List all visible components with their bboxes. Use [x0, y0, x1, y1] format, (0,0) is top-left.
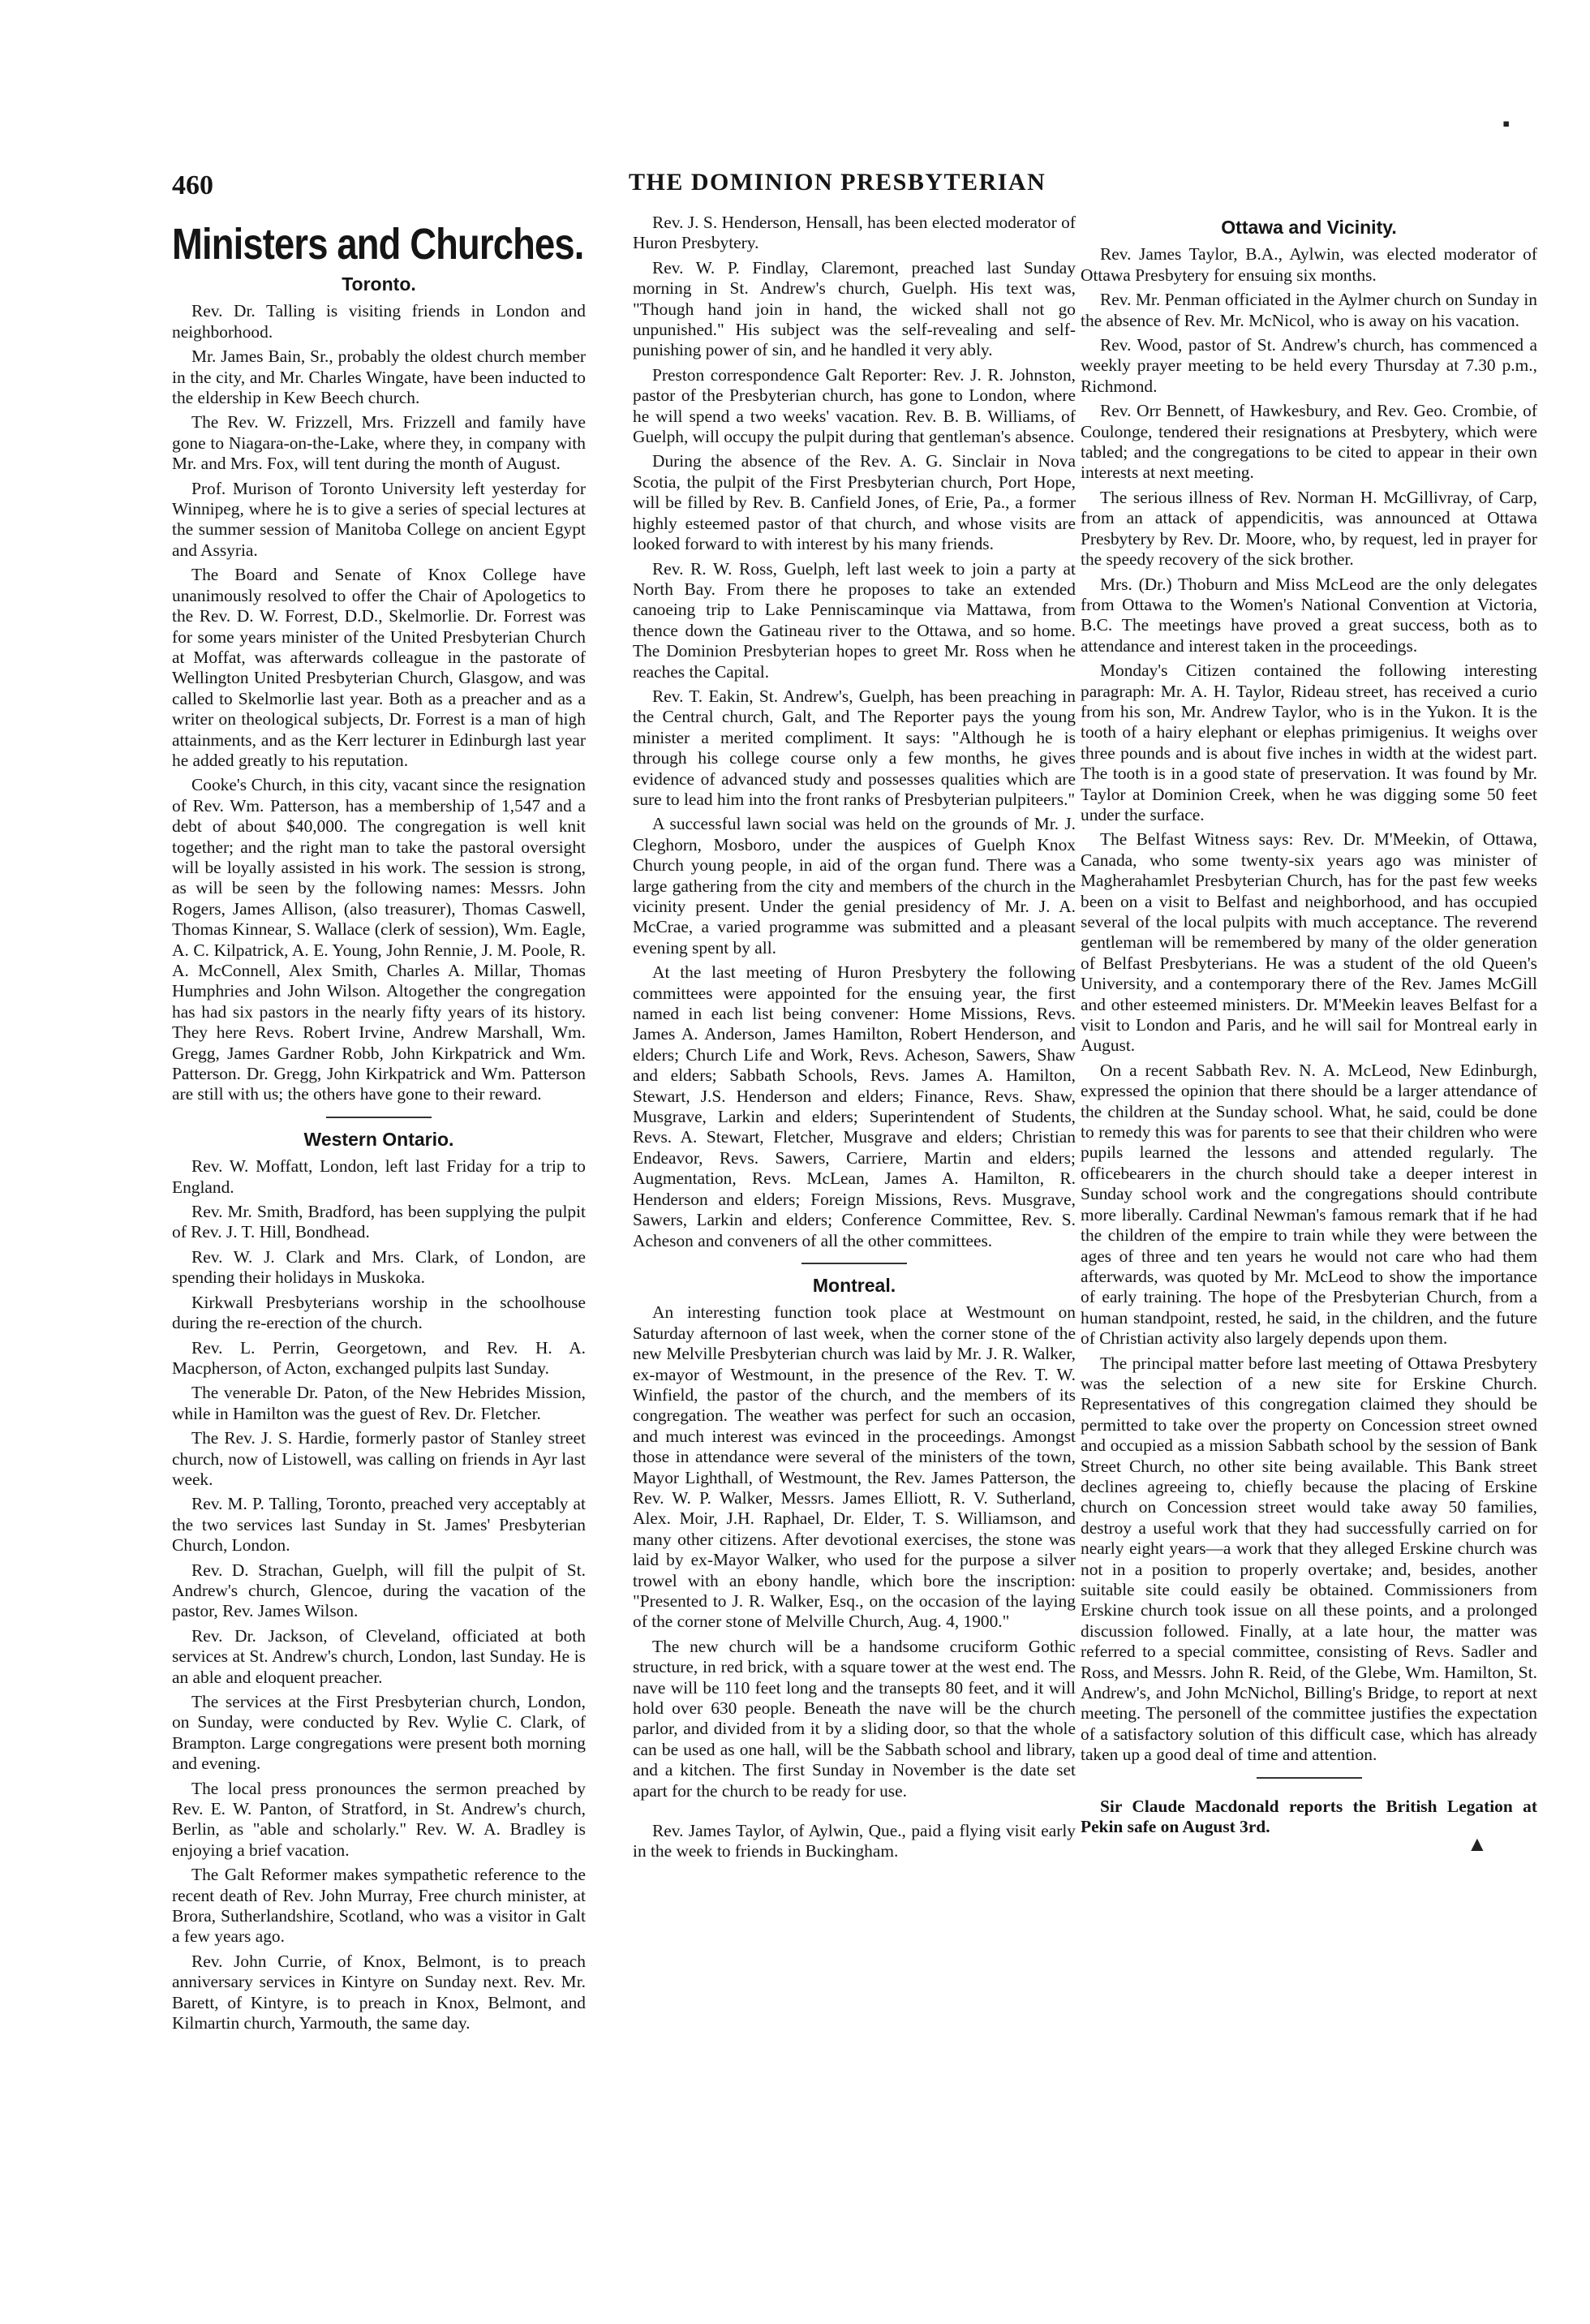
main-heading: Ministers and Churches.: [172, 220, 584, 269]
section-title-montreal: Montreal.: [812, 1274, 896, 1296]
paragraph: Rev. D. Strachan, Guelph, will fill the pulpit of St. Andrew's church, Glencoe, during the vacation of the pastor, Rev. James Wilson.: [172, 1560, 586, 1621]
section-title-western-ontario: Western Ontario.: [303, 1128, 454, 1150]
paragraph: Rev. James Taylor, of Aylwin, Que., paid a flying visit early in the week to friends in Buckingham.: [633, 1821, 1076, 1861]
bulletin: Sir Claude Macdonald reports the British Legation at Pekin safe on August 3rd.: [1081, 1796, 1537, 1837]
paragraph: A successful lawn social was held on the grounds of Mr. J. Cleghorn, Mosboro, under the auspices of Guelph Knox Church young people, in aid of the organ fund. There was a large gathering from the city and members of the church in the vicinity present. Under the genial presidency of Mr. J. A. McCrae, a varied programme was submitted and a pleasant evening spent by all.: [633, 814, 1076, 958]
paragraph: Rev. Orr Bennett, of Hawkesbury, and Rev. Geo. Crombie, of Coulonge, tendered their resignations at Presbytery, which were tabled; and the congregations to be cited to appear in their own interests at next meeting.: [1081, 401, 1537, 483]
section-title-ottawa: Ottawa and Vicinity.: [1221, 217, 1397, 238]
paragraph: Rev. Mr. Penman officiated in the Aylmer church on Sunday in the absence of Rev. Mr. McNicol, who is away on his vacation.: [1081, 290, 1537, 330]
section-divider: [1257, 1777, 1362, 1779]
paragraph: Kirkwall Presbyterians worship in the schoolhouse during the re-erection of the church.: [172, 1292, 586, 1333]
masthead: THE DOMINION PRESBYTERIAN: [629, 169, 1046, 196]
paragraph: Rev. Dr. Talling is visiting friends in London and neighborhood.: [172, 301, 586, 342]
paragraph: Rev. W. J. Clark and Mrs. Clark, of London, are spending their holidays in Muskoka.: [172, 1246, 586, 1288]
paragraph: Rev. W. Moffatt, London, left last Friday for a trip to England.: [172, 1156, 586, 1197]
scan-mark-icon: ▪: [1502, 112, 1510, 136]
paragraph: Rev. M. P. Talling, Toronto, preached very acceptably at the two services last Sunday in St. James' Presbyterian Church, London.: [172, 1494, 586, 1556]
paragraph: Mr. James Bain, Sr., probably the oldest church member in the city, and Mr. Charles Wingate, have been inducted to the eldership in Kew Beech church.: [172, 346, 586, 408]
paragraph: The Rev. W. Frizzell, Mrs. Frizzell and family have gone to Niagara-on-the-Lake, where they, in company with Mr. and Mrs. Fox, will tent during the month of August.: [172, 412, 586, 474]
scan-mark-icon: ▲: [1467, 1832, 1488, 1856]
paragraph: Prof. Murison of Toronto University left yesterday for Winnipeg, where he is to give a series of special lectures at the summer session of Manitoba College on ancient Egypt and Assyria.: [172, 478, 586, 560]
paragraph: The principal matter before last meeting of Ottawa Presbytery was the selection of a new site for Erskine Church. Representatives of this congregation claimed they should be permitted to take over the property on Concession street owned and occupied as a mission Sabbath school by the session of Bank Street Church, no other site being available. This Bank street declines agreeing to, chiefly because the placing of Erskine church on Concession street would take away 50 families, destroy a useful work that they had successfully carried on for nearly eight years—a work that they alleged Erskine church was not in a position to properly overtake; and, besides, another suitable site could easily be obtained. Commissioners from Erskine church took issue on all these points, and a prolonged discussion followed. Finally, at a late hour, the matter was referred to a special committee, consisting of Revs. Sadler and Ross, and Messrs. John R. Reid, of the Glebe, Wm. Hamilton, St. Andrew's, and John McNichol, Billing's Bridge, to report at next meeting. The personell of the committee justifies the expectation of a satisfactory solution of this difficult case, which has already taken up a good deal of time and attention.: [1081, 1353, 1537, 1765]
paragraph: The local press pronounces the sermon preached by Rev. E. W. Panton, of Stratford, in St. Andrew's church, Berlin, as "able and scholarly." Rev. W. A. Bradley is enjoying a brief vacation.: [172, 1778, 586, 1860]
section-title-toronto: Toronto.: [342, 273, 416, 295]
paragraph: On a recent Sabbath Rev. N. A. McLeod, New Edinburgh, expressed the opinion that there should be a larger attendance of the children at the Sunday school. What, he said, could be done to remedy this was for parents to see that their children who were pupils learned the lessons and attended regularly. The officebearers in the church should take a deeper interest in Sunday school work and the congregations should contribute more liberally. Cardinal Newman's famous remark that if he had the children of the empire to train while they were between the ages of three and ten years he would not care who had them afterwards, was quoted by Mr. McLeod to show the importance of early training. The hope of the Presbyterian Church, from a human standpoint, rested, he said, in the children, and the future of Christian activity also largely depends upon them.: [1081, 1060, 1537, 1349]
paragraph: Rev. James Taylor, B.A., Aylwin, was elected moderator of Ottawa Presbytery for ensuing six months.: [1081, 244, 1537, 285]
paragraph: An interesting function took place at Westmount on Saturday afternoon of last week, when the corner stone of the new Melville Presbyterian church was laid by Mr. J. R. Walker, ex-mayor of Westmount, in the presence of the Rev. T. W. Winfield, the pastor of the church, and the members of its congregation. The weather was perfect for such an occasion, and much interest was evinced in the proceedings. Amongst those in attendance were several of the ministers of the town, Mayor Lighthall, of Westmount, the Rev. James Patterson, the Rev. W. P. Walker, Messrs. James Elliott, R. V. Sutherland, Alex. Moir, J.H. Raphael, Dr. Elder, T. S. Williamson, and many other citizens. After devotional exercises, the stone was laid by ex-Mayor Walker, who used for the purpose a silver trowel with an ebony handle, which bore the inscription: "Presented to J. R. Walker, Esq., on the occasion of the laying of the corner stone of Melville Church, Aug. 4, 1900.": [633, 1302, 1076, 1632]
paragraph: Rev. Mr. Smith, Bradford, has been supplying the pulpit of Rev. J. T. Hill, Bondhead.: [172, 1202, 586, 1242]
paragraph: The Galt Reformer makes sympathetic reference to the recent death of Rev. John Murray, Free church minister, at Brora, Sutherlandshire, Scotland, who was a visitor in Galt a few years ago.: [172, 1865, 586, 1947]
paragraph: Rev. Wood, pastor of St. Andrew's church, has commenced a weekly prayer meeting to be held every Thursday at 7.30 p.m., Richmond.: [1081, 335, 1537, 396]
paragraph: Rev. Dr. Jackson, of Cleveland, officiated at both services at St. Andrew's church, London, last Sunday. He is an able and eloquent preacher.: [172, 1625, 586, 1687]
paragraph: Rev. R. W. Ross, Guelph, left last week to join a party at North Bay. From there he proposes to take an extended canoeing trip to Lake Penniscaminque via Mattawa, from thence down the Gatineau river to the Ottawa, and so home. The Dominion Presbyterian hopes to greet Mr. Ross when he reaches the Capital.: [633, 558, 1076, 682]
paragraph: During the absence of the Rev. A. G. Sinclair in Nova Scotia, the pulpit of the First Presbyterian church, Port Hope, will be filled by Rev. B. Canfield Jones, of Erie, Pa., a former highly esteemed pastor of that church, and whose visits are looked forward to with interest by his many friends.: [633, 451, 1076, 554]
paragraph: The venerable Dr. Paton, of the New Hebrides Mission, while in Hamilton was the guest of Rev. Dr. Fletcher.: [172, 1383, 586, 1423]
column-1: [172, 213, 586, 2038]
paragraph: The Belfast Witness says: Rev. Dr. M'Meekin, of Ottawa, Canada, who some twenty-six years ago was minister of Magherahamlet Presbyterian Church, has for the past few weeks been on a visit to Belfast and neighborhood, and has occupied several of the local pulpits with much acceptance. The reverend gentleman will be remembered by many of the older generation of Belfast Presbyterians. He was a student of the old Queen's University, and a contemporary there of the Rev. James McGill and other esteemed ministers. Dr. M'Meekin leaves Belfast for a visit to London and Paris, and he will sail for Montreal early in August.: [1081, 829, 1537, 1056]
paragraph: The Board and Senate of Knox College have unanimously resolved to offer the Chair of Apologetics to the Rev. D. W. Forrest, D.D., Skelmorlie. Dr. Forrest was for some years minister of the United Presbyterian Church at Moffat, was afterwards colleague in the pastorate of Wellington United Presbyterian Church, Glasgow, and was called to Skelmorlie last year. Both as a preacher and as a writer on theological subjects, Dr. Forrest is a man of high attainments, and as the Kerr lecturer in Edinburgh last year he added greatly to his reputation.: [172, 565, 586, 770]
page-number: 460: [172, 170, 213, 200]
paragraph: The new church will be a handsome cruciform Gothic structure, in red brick, with a square tower at the west end. The nave will be 110 feet long and the transepts 80 feet, and it will hold over 630 people. Beneath the nave will be the church parlor, and divided from it by a sliding door, so that the whole can be used as one hall, will be the Sabbath school and library, and a kitchen. The first Sunday in November is the date set apart for the church to be ready for use.: [633, 1636, 1076, 1801]
paragraph: Preston correspondence Galt Reporter: Rev. J. R. Johnston, pastor of the Presbyterian church, has gone to London, where he will spend a two weeks' vacation. Rev. B. B. Williams, of Guelph, will occupy the pulpit during that gentleman's absence.: [633, 364, 1076, 447]
paragraph: Mrs. (Dr.) Thoburn and Miss McLeod are the only delegates from Ottawa to the Women's National Convention at Victoria, B.C. The meetings have proved a great success, both as to attendance and interest taken in the proceedings.: [1081, 574, 1537, 656]
paragraph: Rev. W. P. Findlay, Claremont, preached last Sunday morning in St. Andrew's church, Guelph. His text was, "Though hand join in hand, the wicked shall not go unpunished." His subject was the self-revealing and self-punishing power of sin, and he handled it very ably.: [633, 257, 1076, 360]
paragraph: Rev. John Currie, of Knox, Belmont, is to preach anniversary services in Kintyre on Sunday next. Rev. Mr. Barett, of Kintyre, is to preach in Knox, Belmont, and Kilmartin church, Yarmouth, the same day.: [172, 1951, 586, 2034]
paragraph: The services at the First Presbyterian church, London, on Sunday, were conducted by Rev. Wylie C. Clark, of Brampton. Large congregations were present both morning and evening.: [172, 1692, 586, 1774]
column-2: [633, 213, 1076, 1866]
paragraph: Rev. J. S. Henderson, Hensall, has been elected moderator of Huron Presbytery.: [633, 213, 1076, 253]
paragraph: At the last meeting of Huron Presbytery the following committees were appointed for the ensuing year, the first named in each list being convener: Home Missions, Revs. James A. Anderson, James Hamilton, Robert Henderson, and elders; Church Life and Work, Revs. Acheson, Sawers, Shaw and elders; Sabbath Schools, Revs. James A. Hamilton, Stewart, J.S. Henderson and elders; Finance, Revs. Shaw, Musgrave, Larkin and elders; Superintendent of Students, Revs. A. Stewart, Fletcher, Musgrave and elders; Christian Endeavor, Revs. Sawers, Carriere, Martin and elders; Augmentation, Revs. McLean, James A. Hamilton, R. Henderson and elders; Foreign Missions, Revs. Musgrave, Sawers, Larkin and elders; Conference Committee, Rev. S. Acheson and conveners of all the other committees.: [633, 962, 1076, 1250]
paragraph: Rev. T. Eakin, St. Andrew's, Guelph, has been preaching in the Central church, Galt, and The Reporter pays the young minister a merited compliment. It says: "Although he is through his college course only a few months, he gives evidence of advanced study and possesses qualities which are sure to lead him into the front ranks of Presbyterian pulpiteers.": [633, 686, 1076, 809]
paragraph: Cooke's Church, in this city, vacant since the resignation of Rev. Wm. Patterson, has a membership of 1,547 and a debt of about $40,000. The congregation is well knit together; and the right man to take the pastoral oversight will be loyally assisted in his work. The session is strong, as will be seen by the following names: Messrs. John Rogers, James Allison, (also treasurer), Thomas Caswell, Thomas Kinnear, S. Wallace (clerk of session), Wm. Eagle, A. C. Kilpatrick, A. E. Young, John Rennie, J. M. Poole, R. A. McConnell, Alex Smith, Charles A. Millar, Thomas Humphries and John Wilson. Altogether the congregation has had six pastors in the nearly fifty years of its history. They here Revs. Robert Irvine, Andrew Marshall, Wm. Gregg, James Gardner Robb, John Kirkpatrick and Wm. Patterson. Dr. Gregg, John Kirkpatrick and Wm. Patterson are still with us; the others have gone to their reward.: [172, 775, 586, 1104]
paragraph: The Rev. J. S. Hardie, formerly pastor of Stanley street church, now of Listowell, was calling on friends in Ayr last week.: [172, 1428, 586, 1489]
paragraph: The serious illness of Rev. Norman H. McGillivray, of Carp, from an attack of appendicitis, was announced at Ottawa Presbytery by Rev. Dr. Moore, who, by request, led in prayer for the speedy recovery of the sick brother.: [1081, 487, 1537, 570]
section-divider: [326, 1117, 432, 1118]
paragraph: Monday's Citizen contained the following interesting paragraph: Mr. A. H. Taylor, Rideau street, has received a curio from his son, Mr. Andrew Taylor, who is in the Yukon. It is the tooth of a hairy elephant or elephas primigenius. It weighs over three pounds and is about five inches in width at the widest part. The tooth is in a good state of preservation. It was found by Mr. Taylor at Dominion Creek, when he was digging some 50 feet under the surface.: [1081, 661, 1537, 824]
section-divider: [801, 1263, 907, 1264]
paragraph: Rev. L. Perrin, Georgetown, and Rev. H. A. Macpherson, of Acton, exchanged pulpits last Sunday.: [172, 1337, 586, 1378]
column-3: [1081, 213, 1537, 1841]
